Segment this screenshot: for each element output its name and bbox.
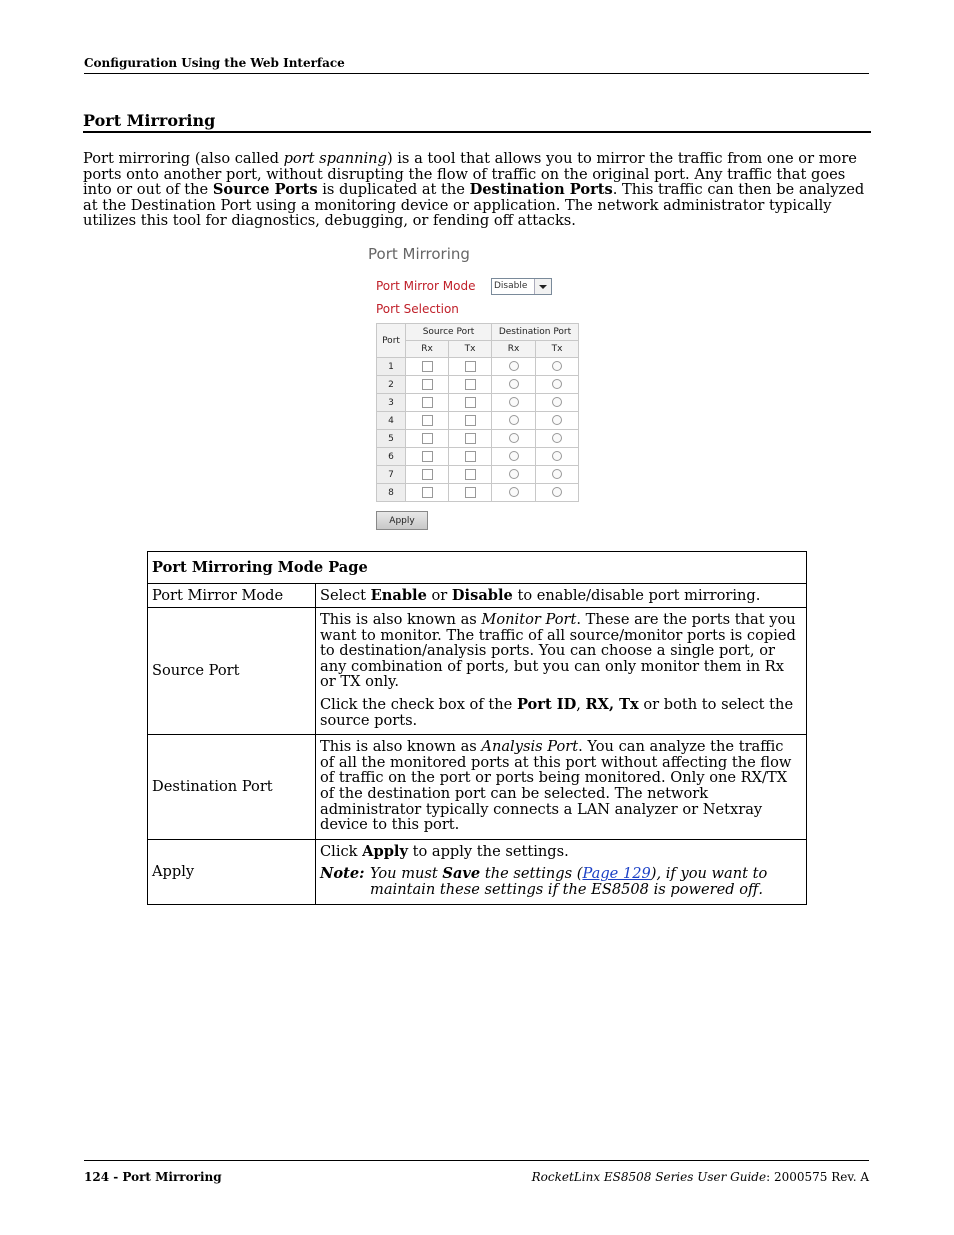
- screenshot-title: Port Mirroring: [368, 245, 470, 263]
- port-number: 4: [377, 412, 406, 430]
- col-dest-rx: Rx: [492, 341, 536, 358]
- port-mirror-mode-label: Port Mirror Mode: [376, 279, 476, 293]
- desc-text: . You can analyze the traffic of all the monitored ports at this port without affecting the flow of traffic on the port or ports being monitored. Only one RX/TX of the destination port can be selected. The network administrator typically connects a LAN analyzer or Netxray device to this port.: [320, 738, 792, 834]
- intro-italic-term: port spanning: [283, 150, 387, 167]
- port-selection-table: [376, 323, 579, 502]
- table-title: Port Mirroring Mode Page: [148, 552, 807, 584]
- note-text-part: ), if you want to maintain these settings if the ES8508 is powered off.: [370, 865, 768, 898]
- desc-italic: Monitor Port: [481, 611, 577, 628]
- source-tx-checkbox[interactable]: [465, 397, 476, 408]
- source-rx-checkbox[interactable]: [422, 379, 433, 390]
- note-bold: Save: [442, 865, 481, 883]
- dest-rx-radio[interactable]: [509, 469, 519, 479]
- table-row: [377, 394, 579, 412]
- source-rx-checkbox[interactable]: [422, 469, 433, 480]
- col-source-tx: Tx: [449, 341, 492, 358]
- source-rx-checkbox[interactable]: [422, 487, 433, 498]
- note-text-part: You must: [370, 865, 443, 883]
- desc-text: . These are the ports that you want to monitor. The traffic of all source/monitor ports is copied to destination/analysis ports. You can choose a single port, or any combination of ports, but you can only monitor them in Rx or TX only.: [320, 611, 796, 691]
- table-row: [377, 412, 579, 430]
- footer-document-info: [532, 1170, 869, 1184]
- footer-doc-number: : 2000575 Rev. A: [766, 1170, 869, 1184]
- col-destination-port: Destination Port: [492, 324, 579, 341]
- page-129-link[interactable]: Page 129: [582, 865, 651, 883]
- source-tx-checkbox[interactable]: [465, 433, 476, 444]
- desc-bold: Port ID: [516, 695, 577, 713]
- port-number: 3: [377, 394, 406, 412]
- table-row: [377, 466, 579, 484]
- port-number: 8: [377, 484, 406, 502]
- footer-rule: [84, 1160, 869, 1161]
- row-name-destination-port: Destination Port: [148, 735, 316, 840]
- source-rx-checkbox[interactable]: [422, 451, 433, 462]
- desc-text: to enable/disable port mirroring.: [512, 586, 761, 604]
- dest-rx-radio[interactable]: [509, 379, 519, 389]
- desc-paragraph: [320, 844, 802, 860]
- row-name-apply: Apply: [148, 839, 316, 904]
- desc-text: ,: [576, 695, 586, 713]
- desc-bold: RX, Tx: [585, 695, 639, 713]
- dest-rx-radio[interactable]: [509, 451, 519, 461]
- col-port: Port: [377, 324, 406, 358]
- dest-rx-radio[interactable]: [509, 433, 519, 443]
- port-number: 5: [377, 430, 406, 448]
- row-desc-destination-port: [316, 735, 807, 840]
- dest-tx-radio[interactable]: [552, 397, 562, 407]
- desc-text: or: [426, 586, 452, 604]
- apply-button[interactable]: Apply: [376, 511, 428, 530]
- section-title: Port Mirroring: [83, 111, 216, 130]
- col-source-rx: Rx: [406, 341, 449, 358]
- table-row: [377, 448, 579, 466]
- desc-text: Click the check box of the: [320, 695, 517, 713]
- intro-paragraph: [83, 151, 873, 229]
- note: [320, 866, 802, 897]
- port-number: 7: [377, 466, 406, 484]
- row-desc-port-mirror-mode: [316, 584, 807, 608]
- note-label: Note:: [320, 865, 365, 883]
- desc-italic: Analysis Port: [481, 738, 579, 756]
- port-selection-label: Port Selection: [376, 302, 459, 316]
- dest-rx-radio[interactable]: [509, 487, 519, 497]
- mode-select-value: Disable: [494, 281, 528, 291]
- source-rx-checkbox[interactable]: [422, 361, 433, 372]
- desc-text: This is also known as: [320, 738, 482, 756]
- table-row: [377, 376, 579, 394]
- footer-doc-title: RocketLinx ES8508 Series User Guide: [531, 1170, 767, 1184]
- port-number: 1: [377, 358, 406, 376]
- source-tx-checkbox[interactable]: [465, 415, 476, 426]
- desc-paragraph: [320, 612, 802, 690]
- section-rule: [83, 131, 871, 133]
- dest-tx-radio[interactable]: [552, 469, 562, 479]
- row-name-source-port: Source Port: [148, 608, 316, 735]
- running-header: Configuration Using the Web Interface: [84, 56, 345, 70]
- source-tx-checkbox[interactable]: [465, 361, 476, 372]
- table-row: [377, 430, 579, 448]
- intro-text: ) is a tool that allows you to mirror the traffic from one or more ports onto another port, without disrupting the flow of traffic on the original port. Any traffic that goes into or out of the: [83, 150, 857, 199]
- desc-paragraph: [320, 739, 802, 833]
- source-rx-checkbox[interactable]: [422, 415, 433, 426]
- intro-bold-source-ports: Source Ports: [212, 181, 318, 199]
- port-mirroring-mode-table: [147, 551, 807, 905]
- row-desc-source-port: [316, 608, 807, 735]
- row-name-port-mirror-mode: Port Mirror Mode: [148, 584, 316, 608]
- source-tx-checkbox[interactable]: [465, 451, 476, 462]
- port-mirror-mode-select[interactable]: [491, 278, 552, 295]
- note-text-part: the settings (: [480, 865, 583, 883]
- dest-rx-radio[interactable]: [509, 361, 519, 371]
- header-rule: [84, 73, 869, 74]
- col-dest-tx: Tx: [536, 341, 579, 358]
- desc-bold: Disable: [451, 586, 513, 604]
- desc-text: Click: [320, 842, 363, 860]
- source-tx-checkbox[interactable]: [465, 487, 476, 498]
- chevron-down-icon[interactable]: [534, 279, 551, 294]
- source-tx-checkbox[interactable]: [465, 379, 476, 390]
- table-row: [377, 358, 579, 376]
- source-rx-checkbox[interactable]: [422, 433, 433, 444]
- note-text: [370, 866, 802, 897]
- desc-text: or both to select the source ports.: [320, 695, 794, 729]
- desc-text: to apply the settings.: [407, 842, 569, 860]
- desc-text: This is also known as: [320, 611, 482, 628]
- port-number: 6: [377, 448, 406, 466]
- row-desc-apply: [316, 839, 807, 904]
- dest-tx-radio[interactable]: [552, 451, 562, 461]
- table-row: [377, 484, 579, 502]
- dest-tx-radio[interactable]: [552, 433, 562, 443]
- port-number: 2: [377, 376, 406, 394]
- desc-bold: Apply: [362, 842, 408, 860]
- desc-text: Select: [320, 586, 371, 604]
- dest-tx-radio[interactable]: [552, 415, 562, 425]
- port-mirroring-screenshot: [368, 243, 598, 533]
- intro-text: Port mirroring (also called: [83, 150, 284, 167]
- dest-tx-radio[interactable]: [552, 487, 562, 497]
- col-source-port: Source Port: [406, 324, 492, 341]
- dest-tx-radio[interactable]: [552, 361, 562, 371]
- footer-page-label: 124 - Port Mirroring: [84, 1170, 222, 1184]
- dest-rx-radio[interactable]: [509, 397, 519, 407]
- intro-text: is duplicated at the: [317, 181, 470, 199]
- desc-bold: Enable: [370, 586, 427, 604]
- dest-rx-radio[interactable]: [509, 415, 519, 425]
- source-tx-checkbox[interactable]: [465, 469, 476, 480]
- source-rx-checkbox[interactable]: [422, 397, 433, 408]
- intro-text: . This traffic can then be analyzed at the Destination Port using a monitoring device or application. The network administrator typically utilizes this tool for diagnostics, debugging, or fending off attacks.: [83, 181, 865, 230]
- dest-tx-radio[interactable]: [552, 379, 562, 389]
- intro-bold-destination-ports: Destination Ports: [469, 181, 613, 199]
- desc-paragraph: [320, 697, 802, 728]
